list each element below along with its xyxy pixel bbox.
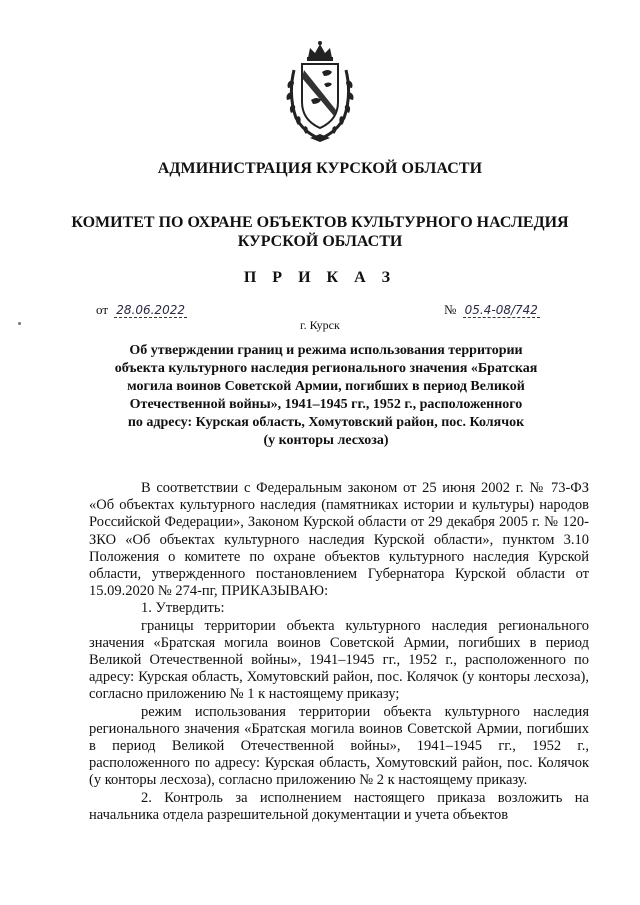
- order-body: [89, 480, 589, 824]
- order-number: [444, 302, 540, 318]
- number-value: 05.4-08/742: [464, 303, 538, 317]
- margin-mark: [18, 322, 21, 325]
- title-line: Об утверждении границ и режима использования территории: [129, 343, 523, 358]
- date-value: 28.06.2022: [116, 303, 185, 317]
- body-paragraph-preamble: В соответствии с Федеральным законом от 25 июня 2002 г. № 73-ФЗ «Об объектах культурного наследия (памятниках истории и культуры) народов Российской Федерации», Законом Курской области от 29 декабря 2005 г. № 120-ЗКО «Об объектах культурного наследия Курской области», пунктом 3.10 Положения о комитете по охране объектов культурного наследия Курской области, утвержденного постановлением Губернатора Курской области от 15.09.2020 № 274-пг, ПРИКАЗЫВАЮ:: [89, 480, 589, 600]
- date-prefix: от: [96, 302, 109, 317]
- administration-heading: АДМИНИСТРАЦИЯ КУРСКОЙ ОБЛАСТИ: [157, 160, 483, 177]
- city-label: г. Курск: [300, 318, 340, 332]
- coat-of-arms-emblem: [284, 40, 356, 144]
- committee-heading-line1: КОМИТЕТ ПО ОХРАНЕ ОБЪЕКТОВ КУЛЬТУРНОГО НАСЛЕДИЯ: [71, 214, 569, 231]
- committee-heading-line2: КУРСКОЙ ОБЛАСТИ: [237, 233, 403, 250]
- title-line: (у конторы лесхоза): [263, 433, 389, 448]
- title-line: могила воинов Советской Армии, погибших в период Великой: [127, 379, 525, 394]
- number-prefix: №: [444, 302, 457, 317]
- body-paragraph-regime: режим использования территории объекта культурного наследия регионального значения «Братская могила воинов Советской Армии, погибших в период Великой Отечественной войны», 1941–1945 гг., 1952 г., расположенного по адресу: Курская область, Хомутовский район, пос. Колячок (у конторы лесхоза), согласно приложению № 2 к настоящему приказу.: [89, 703, 589, 789]
- body-paragraph-item1: 1. Утвердить:: [141, 600, 225, 617]
- order-title: [90, 342, 562, 450]
- body-paragraph-item2: 2. Контроль за исполнением настоящего приказа возложить на начальника отдела разрешительной документации и учета объектов: [89, 789, 589, 823]
- order-date: [96, 302, 187, 318]
- title-line: по адресу: Курская область, Хомутовский район, пос. Колячок: [127, 415, 525, 430]
- body-paragraph-boundaries: границы территории объекта культурного наследия регионального значения «Братская могила воинов Советской Армии, погибших в период Великой Отечественной войны», 1941–1945 гг., 1952 г., расположенного по адресу: Курская область, Хомутовский район, пос. Колячок (у конторы лесхоза), согласно приложению № 1 к настоящему приказу;: [89, 617, 589, 703]
- document-type-heading: П Р И К А З: [243, 269, 397, 286]
- title-line: объекта культурного наследия регионального значения «Братская: [114, 361, 538, 376]
- title-line: Отечественной войны», 1941–1945 гг., 1952 г., расположенного: [129, 397, 523, 412]
- committee-heading: [60, 213, 580, 251]
